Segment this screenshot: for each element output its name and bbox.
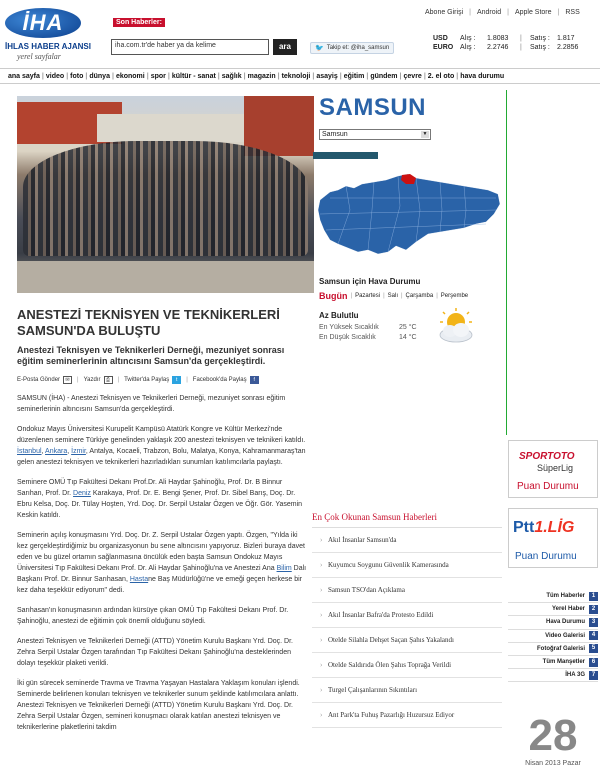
currency-row: [433, 34, 578, 43]
article-paragraph: İki gün sürecek seminerde Travma ve Travma Yaşayan Hastalara Yaklaşım konuları işlendi. Seminerde belirlenen konuları teknisyen ve teknikerler sunum şeklinde katılımcılara anlattı. Anestezi Teknisyen ve Teknikerleri Derneği (ATTD) Yönetim Kurulu Başkanı Yrd. Doç. Dr. Zehra Serpil Ustalar Özgen, semineri konuşmacı olarak katılan anestezi teknisyen ve teknikerlerine plaketlerini takdim: [17, 680, 300, 731]
paragraph-text: , Antalya, Kocaeli, Trabzon, Bolu, Malatya, Konya, Kahramanmaraş'tan gelen anestezi teknisyen ve teknikerleri hazırladıkları sunumları katılımcılarla paylaştı.: [17, 448, 306, 466]
print-link[interactable]: Yazdır: [83, 377, 101, 383]
separator: |: [456, 72, 459, 80]
separator: |: [41, 72, 44, 80]
high-temp-value: 25 °C: [399, 324, 417, 331]
separator: |: [111, 72, 114, 80]
side-menu-label: Video Galerisi: [545, 632, 585, 639]
istanbul-link[interactable]: İstanbul: [17, 448, 42, 455]
photo-crowd: [23, 141, 308, 256]
standings-label: Puan Durumu: [517, 481, 579, 492]
nav-crime[interactable]: asayiş: [316, 72, 338, 80]
article-headline: ANESTEZİ TEKNİSYEN VE TEKNİKERLERİ SAMSUN'DA BULUŞTU: [17, 307, 280, 338]
weather-title: Samsun için Hava Durumu: [319, 277, 421, 286]
bullet-icon: ›: [320, 636, 323, 644]
search-button[interactable]: ara: [273, 39, 297, 55]
rss-link[interactable]: RSS: [565, 9, 580, 16]
high-temp-row: [319, 324, 417, 334]
side-menu-label: Fotoğraf Galerisi: [536, 645, 585, 652]
bilim-link[interactable]: Bilim: [276, 565, 292, 572]
high-temp-label: En Yüksek Sıcaklık: [319, 324, 379, 331]
separator: |: [85, 72, 88, 80]
paragraph-text: ,: [41, 448, 46, 455]
list-item[interactable]: [312, 603, 502, 628]
date-box: [508, 712, 598, 775]
city-select[interactable]: [319, 129, 431, 140]
bullet-icon: ›: [320, 611, 323, 619]
sell-label: Satış :: [530, 35, 550, 42]
partly-cloudy-icon: [436, 308, 476, 344]
separator: |: [146, 72, 149, 80]
separator: |: [66, 72, 69, 80]
map-accent-bar: [313, 152, 378, 159]
list-item-label: Ant Park'ta Fuhuş Pazarlığı Huzursuz Ediyor: [328, 711, 455, 719]
currency-row: [433, 43, 578, 52]
date-rest: Nisan 2013 Pazar: [525, 760, 581, 767]
iha-logo[interactable]: [5, 6, 105, 62]
paragraph-text: Ondokuz Mayıs Üniversitesi Kurupelit Kampüsü Atatürk Kongre ve Kültür Merkezi'nde düzenlenen seminere Türkiye genelinden yaklaşık 200 anestezi teknisyen ve teknikeri katıldı.: [17, 426, 306, 444]
side-menu-video-gallery[interactable]: [508, 630, 598, 643]
list-item-label: Otelde Saldırıda Ölen Şahıs Toprağa Verildi: [328, 661, 452, 669]
separator: |: [400, 293, 403, 299]
logo-slogan: yerel sayfalar: [17, 52, 61, 61]
separator: |: [399, 72, 402, 80]
list-item[interactable]: [312, 553, 502, 578]
most-read-news: [312, 512, 502, 728]
separator: |: [436, 293, 438, 299]
list-item[interactable]: [312, 528, 502, 553]
separator: |: [277, 72, 280, 80]
separator: |: [312, 72, 315, 80]
sportoto-logo: SPORTOTO: [519, 451, 575, 462]
turkey-map[interactable]: [316, 170, 502, 262]
photo-ground: [17, 261, 314, 293]
separator: |: [423, 72, 426, 80]
mail-icon[interactable]: ✉: [63, 376, 72, 384]
nav-home[interactable]: ana sayfa: [8, 72, 40, 80]
city-select-value: Samsun: [322, 131, 348, 138]
nav-health[interactable]: sağlık: [221, 72, 242, 80]
buy-value: 2.2746: [487, 44, 509, 51]
hasta-link[interactable]: Hasta: [129, 576, 149, 583]
facebook-icon[interactable]: f: [250, 376, 259, 384]
currency-name: USD: [433, 35, 448, 42]
buy-value: 1.8083: [487, 35, 509, 42]
list-item-label: Turgel Çalışanlarının Sıkıntıları: [328, 686, 418, 694]
separator: |: [507, 9, 509, 16]
sportoto-superlig-banner[interactable]: [508, 440, 598, 498]
side-menu-headlines[interactable]: [508, 656, 598, 669]
nav-environment[interactable]: çevre: [403, 72, 422, 80]
list-item-label: Samsun TSO'dan Açıklama: [328, 586, 405, 594]
side-menu-photo-gallery[interactable]: [508, 643, 598, 656]
separator: |: [520, 44, 522, 51]
article-summary: Anestezi Teknisyen ve Teknikerleri Derneği, mezuniyet sonrası eğitim seminerlerinin altıncısını Samsun'da gerçekleştirdi.: [17, 345, 285, 366]
list-item[interactable]: [312, 703, 502, 728]
ptt-logo: [513, 519, 574, 537]
main-nav: [0, 68, 600, 84]
separator: |: [243, 72, 246, 80]
buy-label: Alış :: [460, 44, 476, 51]
android-link[interactable]: Android: [476, 9, 502, 16]
date-day: 28: [528, 711, 578, 760]
bullet-icon: ›: [320, 536, 323, 544]
facebook-share-link[interactable]: Facebook'da Paylaş: [192, 377, 247, 383]
ptt-1-lig-banner[interactable]: [508, 508, 598, 568]
search-input[interactable]: iha.com.tr'de haber ya da kelime: [111, 39, 269, 55]
nav-culture[interactable]: kültür - sanat: [171, 72, 216, 80]
chevron-down-icon: ▼: [422, 131, 428, 137]
separator: |: [217, 72, 220, 80]
list-item[interactable]: [312, 578, 502, 603]
article-body: [17, 393, 307, 733]
weather-days: [319, 291, 468, 301]
side-menu: [508, 590, 598, 682]
ptt-logo-text: Ptt: [513, 519, 535, 536]
list-item-label: Akıl İnsanlar Bafra'da Protesto Edildi: [328, 611, 434, 619]
paragraph-text: Dalı Başkanı Prof. Dr. Binnur Sarıhasan,: [17, 565, 307, 583]
list-item[interactable]: [312, 678, 502, 703]
paragraph-text: Seminere OMÜ Tıp Fakültesi Dekanı Prof.Dr. Ali Haydar Şahinoğlu, Prof. Dr. B Binnur Sarıhan, Prof. Dr.: [17, 479, 283, 497]
side-menu-all-news[interactable]: [508, 590, 598, 603]
side-menu-label: İHA 3G: [565, 672, 585, 679]
side-menu-number: 5: [589, 644, 598, 653]
article-paragraph: SAMSUN (İHA) - Anestezi Teknisyen ve Teknikerleri Derneği, mezuniyet sonrası eğitim seminerlerinin altıncısını Samsun'da gerçekleştirdi.: [17, 395, 286, 413]
sell-label: Satış :: [530, 44, 550, 51]
day-wednesday[interactable]: Çarşamba: [405, 293, 434, 299]
latest-news-label: Son Haberler:: [113, 18, 165, 27]
nav-economy[interactable]: ekonomi: [115, 72, 145, 80]
article: [17, 300, 307, 733]
ptt-league-text: 1.LİG: [534, 519, 575, 536]
bullet-icon: ›: [320, 686, 323, 694]
nav-education[interactable]: eğitim: [343, 72, 365, 80]
weather-condition: Az Bulutlu: [319, 311, 359, 320]
paragraph-text: ne Baş Müdürlüğü'ne ve emeği geçen herkese bir kez daha teşekkür ediyorum" dedi.: [17, 576, 303, 594]
low-temp-row: [319, 334, 417, 344]
article-paragraph: [17, 530, 307, 596]
side-menu-number: 1: [589, 592, 598, 601]
separator: |: [186, 377, 188, 383]
logo-name: İHLAS HABER AJANSI: [5, 42, 91, 51]
nav-used-cars[interactable]: 2. el oto: [427, 72, 455, 80]
article-paragraph: Anestezi Teknisyen ve Teknikerleri Derneği (ATTD) Yönetim Kurulu Başkanı Yrd. Doç. Dr. Zehra Serpil Ustalar Özgen tarafından Tıp Fakültesi Dekanı Şahinoğlu'na desteklerinden dolayı teşekkür plaketi verildi.: [17, 638, 293, 667]
side-menu-number: 3: [589, 618, 598, 627]
day-monday[interactable]: Pazartesi: [355, 293, 381, 299]
twitter-follow-button[interactable]: [310, 42, 394, 54]
day-tuesday[interactable]: Salı: [387, 293, 398, 299]
side-menu-number: 7: [589, 671, 598, 680]
separator: |: [520, 35, 522, 42]
article-paragraph: Sarıhasan'ın konuşmasının ardından kürsüye çıkan OMÜ Tıp Fakültesi Dekanı Prof. Dr. Şahinoğlu, anestezi de eğitimin çok önemli olduğunu söyledi.: [17, 607, 289, 625]
nav-photo[interactable]: foto: [70, 72, 84, 80]
separator: |: [167, 72, 170, 80]
share-bar: [17, 376, 307, 384]
city-title: SAMSUN: [319, 94, 427, 121]
low-temp-label: En Düşük Sıcaklık: [319, 334, 376, 341]
side-menu-weather[interactable]: [508, 616, 598, 629]
article-photo[interactable]: [17, 96, 314, 293]
separator: |: [383, 293, 385, 299]
email-share-link[interactable]: E-Posta Gönder: [17, 377, 61, 383]
article-paragraph: [17, 477, 307, 521]
bullet-icon: ›: [320, 586, 323, 594]
side-menu-label: Tüm Haberler: [546, 593, 585, 600]
side-menu-number: 6: [589, 658, 598, 667]
separator: |: [77, 377, 79, 383]
side-menu-label: Hava Durumu: [545, 619, 585, 626]
separator: |: [117, 377, 120, 383]
separator: |: [339, 72, 342, 80]
currency-name: EURO: [433, 44, 454, 51]
separator: |: [469, 9, 471, 16]
sell-value: 2.2856: [557, 44, 579, 51]
bullet-icon: ›: [320, 561, 323, 569]
photo-building: [97, 114, 247, 142]
paragraph-text: ,: [67, 448, 72, 455]
bullet-icon: ›: [320, 661, 323, 669]
paragraph-text: Seminerin açılış konuşmasını Yrd. Doç. Dr. Z. Serpil Ustalar Özgen yaptı. Özgen, "Yılda iki kez gerçekleştirdiğimiz bu organizasyonun bu sene altıncısını yapıyoruz. Bizleri buraya davet eden ve bu güzel ortamın sağlanmasına öncülük eden başta Samsun Ondokuz Mayıs Üniversitesi Tıp Fakültesi Dekanı Prof. Dr. Ali Haydar Şahinoğlu'na ve Anestezi Ana: [17, 532, 305, 572]
most-read-title: En Çok Okunan Samsun Haberleri: [312, 512, 502, 528]
subscribe-link[interactable]: Abone Girişi: [425, 9, 464, 16]
side-menu-number: 4: [589, 631, 598, 640]
bullet-icon: ›: [320, 711, 323, 719]
list-item-label: Otelde Silahla Dehşet Saçan Şahıs Yakalandı: [328, 636, 454, 644]
photo-building: [244, 96, 314, 156]
nav-technology[interactable]: teknoloji: [281, 72, 311, 80]
nav-video[interactable]: video: [45, 72, 65, 80]
low-temp-value: 14 °C: [399, 334, 417, 341]
logo-mark: İHA: [5, 8, 81, 38]
twitter-icon[interactable]: t: [172, 376, 181, 384]
izmir-link[interactable]: İzmir: [71, 448, 86, 455]
nav-weather[interactable]: hava durumu: [460, 72, 505, 80]
currency-rates: [433, 34, 578, 52]
list-item[interactable]: [312, 628, 502, 653]
side-menu-local-news[interactable]: [508, 603, 598, 616]
side-menu-number: 2: [589, 605, 598, 614]
twitter-follow-label: Takip et: @iha_samsun: [326, 45, 390, 51]
deniz-link[interactable]: Deniz: [73, 490, 91, 497]
nav-magazine[interactable]: magazin: [247, 72, 276, 80]
list-item-label: Akıl İnsanlar Samsun'da: [328, 536, 397, 544]
nav-agenda[interactable]: gündem: [370, 72, 398, 80]
list-item-label: Kuyumcu Soygunu Güvenlik Kamerasında: [328, 561, 449, 569]
site-header: [0, 0, 600, 66]
nav-world[interactable]: dünya: [89, 72, 110, 80]
top-links: [425, 9, 580, 16]
standings-label: Puan Durumu: [515, 551, 577, 562]
side-menu-iha-3g[interactable]: [508, 669, 598, 682]
ad-divider: [506, 90, 507, 435]
day-today[interactable]: Bugün: [319, 291, 348, 301]
printer-icon[interactable]: ⎙: [104, 376, 113, 384]
separator: |: [366, 72, 369, 80]
turkey-outline: [318, 174, 500, 254]
twitter-share-link[interactable]: Twitter'da Paylaş: [124, 377, 170, 383]
twitter-icon: 🐦: [315, 45, 324, 52]
article-paragraph: [17, 424, 307, 468]
weather-temps: [319, 324, 417, 344]
ankara-link[interactable]: Ankara: [45, 448, 68, 455]
day-thursday[interactable]: Perşembe: [440, 293, 469, 299]
paragraph-text: Karakaya, Prof. Dr. E. Bengi Şener, Prof. Dr. Sibel Barış, Doç. Dr. Ebru Kelsa, Doç. Dr. Tülay Hoşten, Yrd. Doç. Dr. Serpil Ustalar Özgen ve Öğr. Gör. Yasemin Keskin katıldı.: [17, 490, 303, 519]
separator: |: [557, 9, 560, 16]
list-item[interactable]: [312, 653, 502, 678]
apple-store-link[interactable]: Apple Store: [514, 9, 552, 16]
superlig-label: SüperLig: [537, 463, 574, 473]
buy-label: Alış :: [460, 35, 476, 42]
side-menu-label: Tüm Manşetler: [542, 659, 585, 666]
side-menu-label: Yerel Haber: [551, 606, 585, 613]
nav-sport[interactable]: spor: [150, 72, 166, 80]
sell-value: 1.817: [557, 35, 575, 42]
separator: |: [350, 293, 353, 299]
